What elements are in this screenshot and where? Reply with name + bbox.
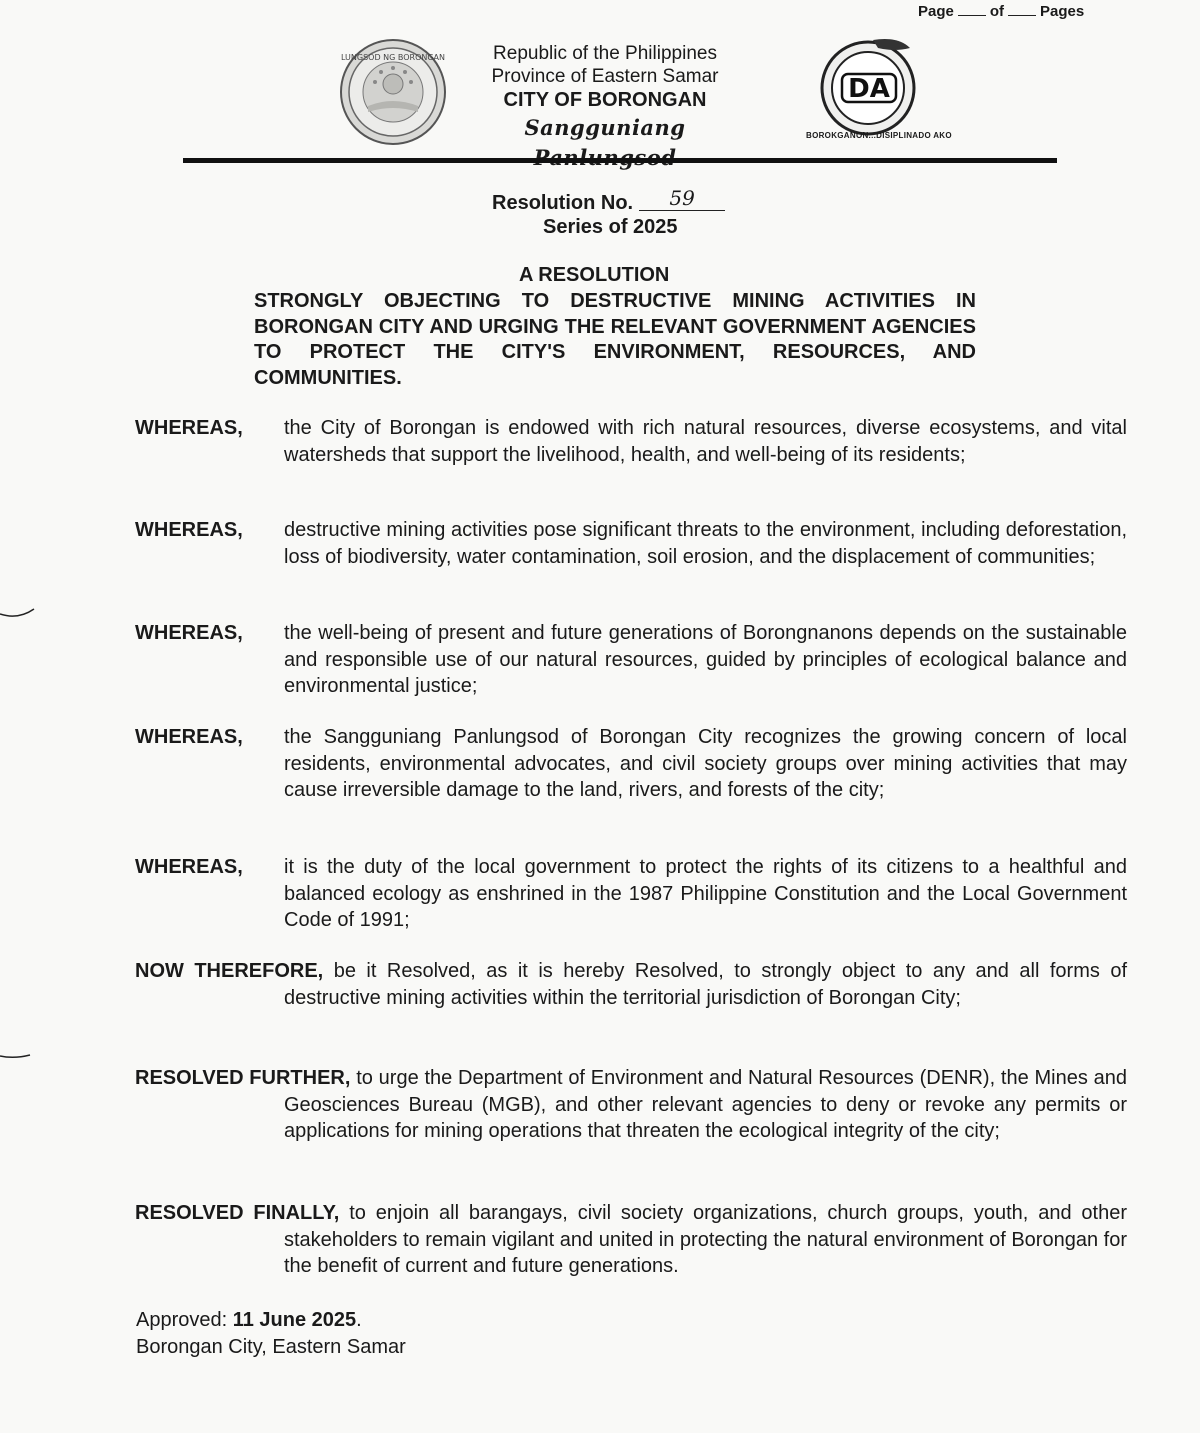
whereas-clause-5 (135, 854, 1127, 934)
whereas-clause-2 (135, 517, 1127, 570)
clause-text: destructive mining activities pose significant threats to the environment, including deforestation, loss of biodiversity, water contamination, soil erosion, and the displacement of communities; (284, 519, 1127, 568)
resolved-further-clause (135, 1065, 1127, 1145)
province-line: Province of Eastern Samar (491, 66, 719, 87)
da-logo-icon (818, 34, 922, 138)
clause-keyword: WHEREAS, (135, 856, 243, 878)
clause-keyword: WHEREAS, (135, 417, 243, 439)
letterhead (455, 42, 755, 173)
pages-label: Pages (1040, 3, 1085, 20)
approved-label: Approved: (136, 1309, 228, 1331)
now-therefore-clause (135, 958, 1127, 1011)
whereas-clause-3 (135, 620, 1127, 700)
council-line: Sangguniang (524, 115, 686, 140)
margin-mark (0, 606, 36, 618)
clause-keyword: WHEREAS, (135, 726, 243, 748)
city-line: CITY OF BORONGAN (503, 89, 707, 111)
clause-keyword: RESOLVED FURTHER, (135, 1067, 351, 1089)
seal-text: LUNGSOD NG BORONGAN (340, 53, 446, 62)
clause-text: to enjoin all barangays, civil society organizations, church groups, youth, and other stakeholders to remain vigilant and united in protecting the natural environment of Borongan for the benefit of current and future generations. (284, 1202, 1128, 1277)
total-pages-blank (1008, 15, 1036, 16)
clause-text: the Sangguniang Panlungsod of Borongan City recognizes the growing concern of local residents, environmental advocates, and civil society groups over mining activities that may cause irreversible damage to the land, rivers, and forests of the city; (284, 726, 1127, 801)
resolution-label: Resolution No. (492, 192, 634, 214)
series-line: Series of 2025 (543, 216, 678, 238)
resolution-heading: A RESOLUTION (519, 264, 670, 286)
whereas-clause-1 (135, 415, 1127, 468)
clause-text: to urge the Department of Environment and Natural Resources (DENR), the Mines and Geosciences Bureau (MGB), and other relevant agencies to deny or revoke any permits or applications for mining operations that threaten the ecological integrity of the city; (284, 1067, 1127, 1142)
da-tagline: BOROKGANON...DISIPLINADO AKO (806, 131, 952, 140)
resolution-number: 59 (639, 186, 725, 211)
clause-keyword: WHEREAS, (135, 519, 243, 541)
approval-place: Borongan City, Eastern Samar (136, 1336, 406, 1358)
resolved-finally-clause (135, 1200, 1127, 1280)
approval-block (136, 1307, 406, 1361)
clause-keyword: NOW THEREFORE, (135, 960, 324, 982)
page-number-blank (958, 15, 986, 16)
clause-text: the City of Borongan is endowed with rich natural resources, diverse ecosystems, and vital watersheds that support the livelihood, health, and well-being of its residents; (284, 417, 1127, 466)
clause-keyword: RESOLVED FINALLY, (135, 1202, 340, 1224)
clause-text: be it Resolved, as it is hereby Resolved, to strongly object to any and all forms of destructive mining activities within the territorial jurisdiction of Borongan City; (284, 960, 1127, 1009)
whereas-clause-4 (135, 724, 1127, 804)
approval-date: 11 June 2025 (232, 1309, 357, 1331)
header-divider (183, 158, 1057, 163)
margin-mark (0, 1050, 36, 1062)
page-label: Page (918, 3, 954, 20)
page-count-line (918, 3, 1084, 20)
republic-line: Republic of the Philippines (493, 43, 717, 64)
da-letters: DA (848, 74, 890, 104)
approval-line: Approved: 11 June 2025. (136, 1309, 362, 1331)
clause-text: it is the duty of the local government to protect the rights of its citizens to a healthful and balanced ecology as enshrined in the 1987 Philippine Constitution and the Local Government Code of 1991; (284, 856, 1127, 931)
of-label: of (989, 3, 1005, 20)
resolution-number-line (492, 186, 725, 215)
resolution-title: STRONGLY OBJECTING TO DESTRUCTIVE MINING ACTIVITIES IN BORONGAN CITY AND URGING THE RELEVANT GOVERNMENT AGENCIES TO PROTECT THE CITY'S ENVIRONMENT, RESOURCES, AND COMMUNITIES. (254, 290, 976, 389)
clause-keyword: WHEREAS, (135, 622, 243, 644)
clause-text: the well-being of present and future generations of Borongnanons depends on the sustainable and responsible use of our natural resources, guided by principles of ecological balance and environmental justice; (284, 622, 1127, 697)
city-seal-icon (338, 38, 448, 146)
